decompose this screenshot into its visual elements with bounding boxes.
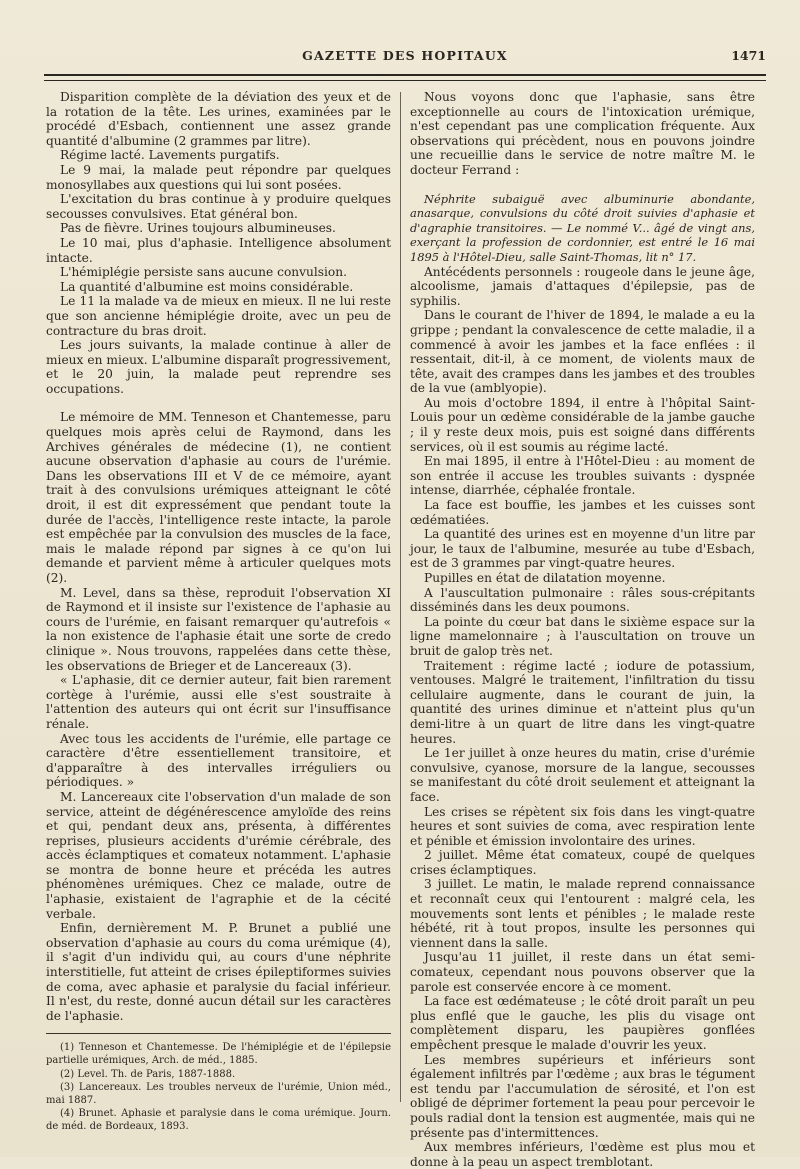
left-column (46, 90, 391, 1135)
paragraph: Le 9 mai, la malade peut répondre par quelques monosyllabes aux questions qui lui sont posées. (46, 162, 391, 192)
paragraph: Dans le courant de l'hiver de 1894, le malade a eu la grippe ; pendant la convalescence de cette maladie, il a commencé à avoir les jambes et la face enflées : il ressentait, dit-il, à ce moment, de violents maux de tête, avait des crampes dans les jambes et des troubles de la vue (amblyopie). (410, 308, 755, 396)
footnote: (4) Brunet. Aphasie et paralysie dans le coma urémique. Journ. de méd. de Bordeaux, 1893. (46, 1108, 391, 1132)
footnote: (2) Level. Th. de Paris, 1887-1888. (60, 1068, 236, 1080)
paragraph: Le mémoire de MM. Tenneson et Chantemesse, paru quelques mois après celui de Raymond, dans les Archives générales de médecine (1), ne contient aucune observation d'aphasie au cours de l'urémie. Dans les observations III et V de ce mémoire, ayant trait à des convulsions urémiques atteignant le côté droit, il est dit expressément que pendant toute la durée de l'accès, l'intelligence reste intacte, la parole est empêchée par la convulsion des muscles de la face, mais le malade répond par signes à ce qu'on lui demande et parvient même à articuler quelques mots (2). (46, 410, 391, 585)
paragraph: Aux membres inférieurs, l'œdème est plus mou et donne à la peau un aspect tremblotant. (410, 1140, 755, 1169)
paragraph: En mai 1895, il entre à l'Hôtel-Dieu : au moment de son entrée il accuse les troubles suivants : dyspnée intense, diarrhée, céphalée frontale. (410, 454, 755, 498)
footnote: (3) Lancereaux. Les troubles nerveux de l'urémie, Union méd., mai 1887. (46, 1082, 391, 1106)
paragraph: M. Level, dans sa thèse, reproduit l'observation XI de Raymond et il insiste sur l'existence de l'aphasie au cours de l'urémie, en faisant remarquer qu'autrefois « la non existence de l'aphasie était une sorte de credo clinique ». Nous trouvons, rappelées dans cette thèse, les observations de Brieger et de Lancereaux (3). (46, 585, 391, 673)
paragraph: Traitement : régime lacté ; iodure de potassium, ventouses. Malgré le traitement, l'infiltration du tissu cellulaire augmente, dans le courant de juin, la quantité des urines diminue et n'atteint plus qu'un demi-litre à un quart de litre dans les vingt-quatre heures. (410, 658, 755, 746)
paragraph: Les membres supérieurs et inférieurs sont également infiltrés par l'œdème ; aux bras le tégument est tendu par l'accumulation de sérosité, et l'on est obligé de déprimer fortement la peau pour percevoir le pouls radial dont la tension est augmentée, mais qui ne présente pas d'intermittences. (410, 1052, 755, 1140)
paragraph: Disparition complète de la déviation des yeux et de la rotation de la tête. Les urines, examinées par le procédé d'Esbach, contiennent une assez grande quantité d'albumine (2 grammes par litre). (46, 90, 391, 148)
paragraph: Les jours suivants, la malade continue à aller de mieux en mieux. L'albumine disparaît progressivement, et le 20 juin, la malade peut reprendre ses occupations. (46, 338, 391, 396)
paragraph: La face est œdémateuse ; le côté droit paraît un peu plus enflé que le gauche, les plis du visage ont complètement disparu, les paupières gonflées empêchent presque le malade d'ouvrir les yeux. (410, 994, 755, 1052)
paragraph: Le 1er juillet à onze heures du matin, crise d'urémie convulsive, cyanose, morsure de la langue, secousses se manifestant du côté droit seulement et atteignant la face. (410, 746, 755, 804)
paragraph: 3 juillet. Le matin, le malade reprend connaissance et reconnaît ceux qui l'entourent : malgré cela, les mouvements sont lents et pénibles ; le malade reste hébété, rit à tout propos, insulte les personnes qui viennent dans la salle. (410, 877, 755, 950)
paragraph: Antécédents personnels : rougeole dans le jeune âge, alcoolisme, jamais d'attaques d'épilepsie, pas de syphilis. (410, 264, 755, 308)
column-divider (400, 92, 401, 1102)
paragraph: La face est bouffie, les jambes et les cuisses sont œdématiées. (410, 498, 755, 527)
header-rule-thick (44, 74, 766, 76)
page-header (44, 48, 766, 68)
paragraph: Nous voyons donc que l'aphasie, sans être exceptionnelle au cours de l'intoxication urémique, n'est cependant pas une complication fréquente. Aux observations qui précèdent, nous en pouvons joindre une recueillie dans le service de notre maître M. le docteur Ferrand : (410, 90, 755, 177)
paragraph: La quantité d'albumine est moins considérable. (60, 279, 354, 294)
paragraph: Le 11 la malade va de mieux en mieux. Il ne lui reste que son ancienne hémiplégie droite, avec un peu de contracture du bras droit. (46, 294, 391, 338)
right-column (410, 90, 755, 1169)
paragraph: « L'aphasie, dit ce dernier auteur, fait bien rarement cortège à l'urémie, aussi elle s'est soustraite à l'attention des auteurs qui ont écrit sur l'insuffisance rénale. (46, 673, 391, 731)
page-number: 1471 (731, 48, 766, 63)
paragraph: Enfin, dernièrement M. P. Brunet a publié une observation d'aphasie au cours du coma urémique (4), il s'agit d'un individu qui, au cours d'une néphrite interstitielle, fut atteint de crises épileptiformes suivies de coma, avec aphasie et paralysie du facial inférieur. Il n'est, du reste, donné aucun détail sur les caractères de l'aphasie. (46, 921, 391, 1023)
journal-title: GAZETTE DES HOPITAUX (302, 48, 508, 63)
paragraph: M. Lancereaux cite l'observation d'un malade de son service, atteint de dégénérescence amyloïde des reins et qui, pendant deux ans, présenta, à différentes reprises, plusieurs accidents d'urémie cérébrale, des accès éclamptiques et comateux notamment. L'aphasie se montra de bonne heure et précéda les autres phénomènes urémiques. Chez ce malade, outre de l'aphasie, existaient de l'agraphie et de la cécité verbale. (46, 789, 391, 921)
paragraph: Le 10 mai, plus d'aphasie. Intelligence absolument intacte. (46, 235, 391, 265)
paragraph: L'excitation du bras continue à y produire quelques secousses convulsives. Etat général bon. (46, 192, 391, 221)
paragraph: Jusqu'au 11 juillet, il reste dans un état semi-comateux, cependant nous pouvons observer que la parole est conservée encore à ce moment. (410, 950, 755, 994)
footnotes (46, 1033, 391, 1133)
paragraph: Pas de fièvre. Urines toujours albumineuses. (60, 221, 336, 236)
paragraph: L'hémiplégie persiste sans aucune convulsion. (60, 265, 347, 280)
paragraph: Pupilles en état de dilatation moyenne. (424, 571, 666, 585)
paragraph: La pointe du cœur bat dans le sixième espace sur la ligne mamelonnaire ; à l'auscultation on trouve un bruit de galop très net. (410, 614, 755, 658)
paragraph: Avec tous les accidents de l'urémie, elle partage ce caractère d'être essentiellement transitoire, et d'apparaître à des intervalles irréguliers ou périodiques. » (46, 731, 391, 790)
paragraph: Régime lacté. Lavements purgatifs. (60, 148, 280, 163)
paragraph: La quantité des urines est en moyenne d'un litre par jour, le taux de l'albumine, mesurée au tube d'Esbach, est de 3 grammes par vingt-quatre heures. (410, 527, 755, 571)
paragraph: Les crises se répètent six fois dans les vingt-quatre heures et sont suivies de coma, avec respiration lente et pénible et émission involontaire des urines. (410, 804, 755, 848)
paragraph: A l'auscultation pulmonaire : râles sous-crépitants disséminés dans les deux poumons. (410, 585, 755, 615)
header-rule-thin (44, 80, 766, 81)
case-heading: Néphrite subaiguë avec albuminurie abondante, anasarque, convulsions du côté droit suivies d'aphasie et d'agraphie transitoires. — Le nommé V... âgé de vingt ans, exerçant la profession de cordonnier, est entré le 16 mai 1895 à l'Hôtel-Dieu, salle Saint-Thomas, lit n° 17. (410, 191, 755, 264)
footnote: (1) Tenneson et Chantemesse. De l'hémiplégie et de l'épilepsie partielle urémiques, Arch. de méd., 1885. (46, 1042, 391, 1066)
paragraph: Au mois d'octobre 1894, il entre à l'hôpital Saint-Louis pour un œdème considérable de la jambe gauche ; il y reste deux mois, puis est soigné dans différents services, où il est soumis au régime lacté. (410, 395, 755, 454)
paragraph: 2 juillet. Même état comateux, coupé de quelques crises éclamptiques. (410, 848, 755, 877)
